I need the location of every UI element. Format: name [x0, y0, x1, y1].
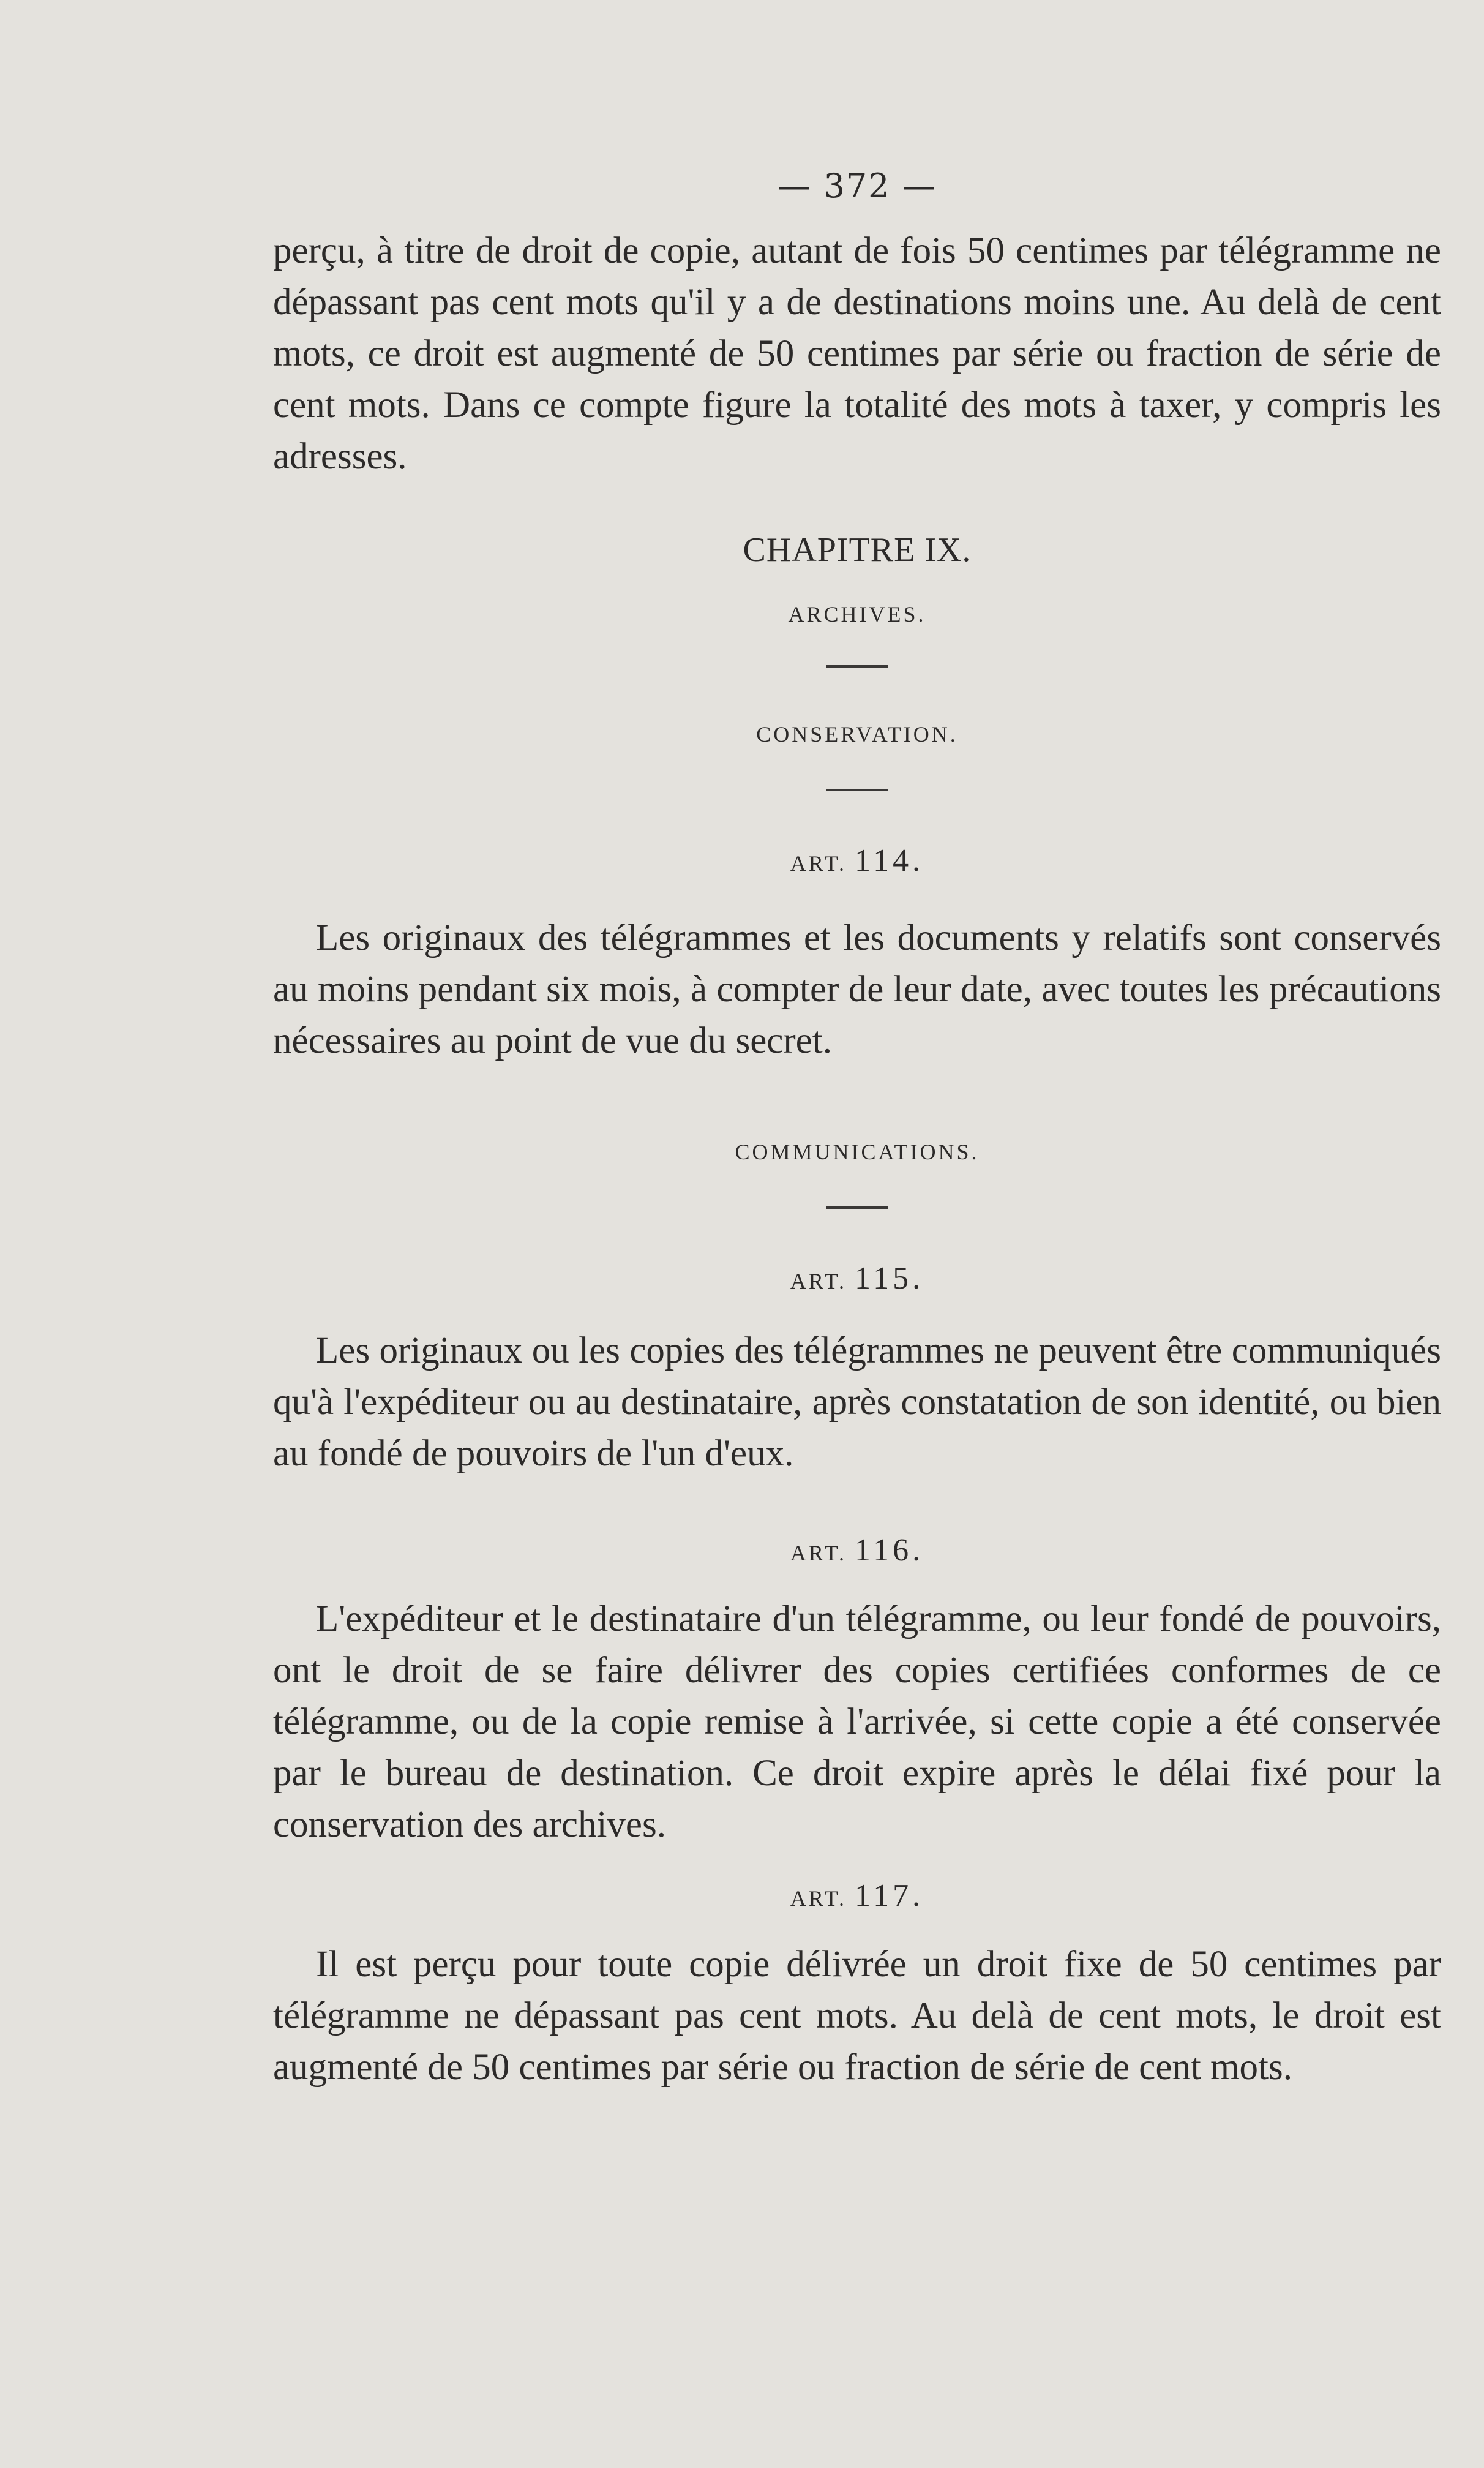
divider-rule: [826, 789, 888, 791]
chapter-subtitle: ARCHIVES.: [788, 602, 926, 626]
section-heading-communications: COMMUNICATIONS.: [735, 1140, 980, 1164]
article-text-115: Les originaux ou les copies des télégrammes ne peuvent être communiqués qu'à l'expéditeur ou au destinataire, après constatation de son identité, ou bien au fondé de pouvoirs de l'un d'eux.: [273, 1330, 1441, 1474]
divider-rule: [826, 1206, 888, 1209]
article-label: ART.: [790, 1269, 847, 1293]
article-number: 114.: [855, 843, 924, 878]
article-heading-115: [0, 1260, 1484, 1296]
article-number: 117.: [855, 1878, 924, 1913]
divider-rule: [826, 665, 888, 668]
article-number: 115.: [855, 1261, 924, 1296]
opening-paragraph: perçu, à titre de droit de copie, autant de fois 50 centimes par télégramme ne dépassant pas cent mots qu'il y a de destinations moins une. Au delà de cent mots, ce droit est augmenté de 50 centimes par série ou fraction de série de cent mots. Dans ce compte figure la totalité des mots à taxer, y compris les adresses.: [273, 230, 1441, 477]
article-text-116: L'expéditeur et le destinataire d'un télégramme, ou leur fondé de pouvoirs, ont le droit de se faire délivrer des copies certifiées conformes de ce télégramme, ou de la copie remise à l'arrivée, si cette copie a été conservée par le bureau de destination. Ce droit expire après le délai fixé pour la conservation des archives.: [273, 1598, 1441, 1845]
article-label: ART.: [790, 851, 847, 876]
section-heading-conservation: CONSERVATION.: [756, 722, 958, 747]
article-text-114: Les originaux des télégrammes et les documents y relatifs sont conservés au moins pendant six mois, à compter de leur date, avec toutes les précautions nécessaires au point de vue du secret.: [273, 917, 1441, 1061]
chapter-title: CHAPITRE IX.: [743, 531, 972, 569]
article-label: ART.: [790, 1541, 847, 1565]
article-number: 116.: [855, 1533, 924, 1568]
article-heading-117: [0, 1878, 1484, 1914]
page-number: — 372 —: [778, 167, 937, 205]
article-heading-116: [0, 1532, 1484, 1568]
article-text-117: Il est perçu pour toute copie délivrée un droit fixe de 50 centimes par télégramme ne dépassant pas cent mots. Au delà de cent mots, le droit est augmenté de 50 centimes par série ou fraction de série de cent mots.: [273, 1944, 1441, 2088]
article-heading-114: [0, 843, 1484, 879]
article-label: ART.: [790, 1886, 847, 1911]
